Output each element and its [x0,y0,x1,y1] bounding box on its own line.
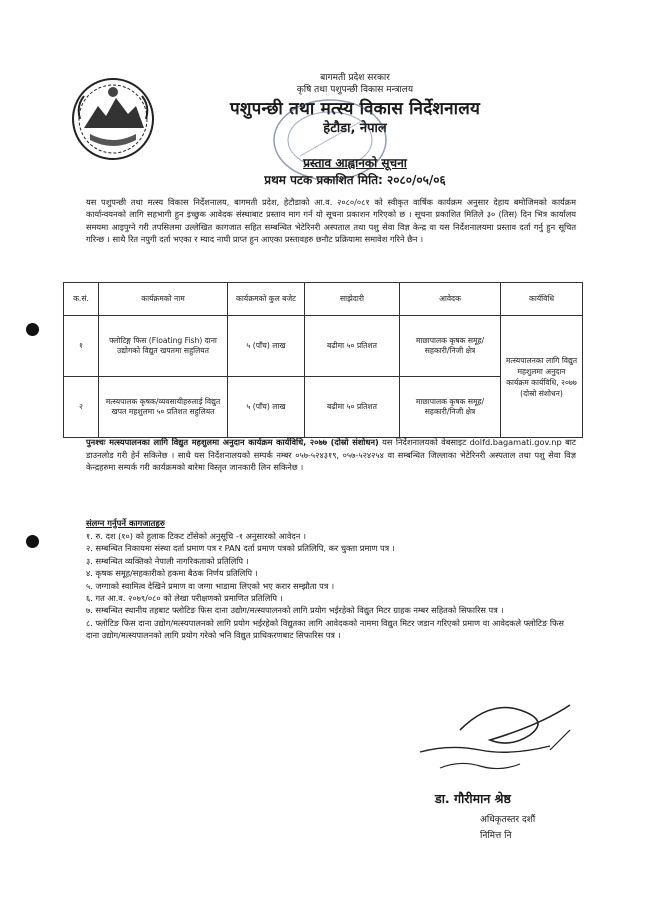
office-location: हेटौडा, नेपाल [323,121,387,136]
list-item: १. रु. दश (१०) को हुलाक टिकट टाँसेको अनुसूचि -१ अनुसारको आवेदन । [86,531,306,541]
col-applicant: आवेदक [400,283,501,316]
addendum-text: यस निर्देशनालयको वेबसाइट dolfd.bagamati.gov.np बाट डाउनलोड गरी हेर्न सकिनेछ । साथै यस निर्देशनालयको सम्पर्क नम्बर ०५७-५२४३१९, ०५७-५२४२५४ वा सम्बन्धित जिल्लाका भेटेरिनरी अस्पताल तथा पशु सेवा विज्ञ केन्द्रहरुमा सम्पर्क गरी कार्यक्रमको बारेमा विस्तृत जानकारी लिन सकिनेछ । [86,437,576,473]
list-item: ४. कृषक समूह/सहकारीको हकमा बैठक निर्णय प्रतिलिपि । [86,568,258,579]
list-item: २. सम्बन्धित निकायमा संस्था दर्ता प्रमाण पत्र र PAN दर्ता प्रमाण पत्रको प्रतिलिपि, कर चुक्ता प्रमाण पत्र । [86,543,395,554]
col-share: साझेदारी [305,283,400,316]
cell-budget: ५ (पाँच) लाख [228,377,305,438]
punch-hole-mark [26,323,39,336]
col-program-name: कार्यक्रमको नाम [99,283,228,316]
col-budget: कार्यक्रमको कुल बजेट [228,283,305,316]
signatory-title: अधिकृतस्तर दशौं [480,815,536,825]
ministry-name: कृषि तथा पशुपन्छी विकास मन्त्रालय [296,85,414,95]
cell-program-name: मत्स्यपालक कृषक/व्यवसायीहरुलाई विद्युत खपत महशुलमा ५० प्रतिशत सहुलियत [99,377,228,438]
addendum-paragraph [86,436,576,474]
cell-applicant: माछापालक कृषक समूह/सहकारी/निजी क्षेत्र [400,377,501,438]
signatory-subtitle: निमित्त नि [480,831,512,841]
province-government: बागमती प्रदेश सरकार [320,73,390,83]
col-serial: क.सं. [64,283,99,316]
table-header-row [64,283,583,316]
cell-share: बढीमा ५० प्रतिशत [305,377,400,438]
list-item: ७. सम्बन्धित स्थानीय तहबाट फ्लोटिङ फिस दाना उद्योग/मत्स्यपालनको लागि प्रयोग भईरहेको विद्युत मिटर ग्राहक नम्बर सहितको सिफारिस पत्र । [86,605,504,616]
notice-title: प्रस्ताव आह्वानको सूचना [303,156,407,170]
list-item: ६. गत आ.व. २०७९/०८० को लेखा परीक्षणको प्रमाणित प्रतिलिपि । [86,593,283,604]
list-item: ८. फ्लोटिङ फिस दाना उद्योग/मत्स्यपालनको लागि प्रयोग भईरहेको विद्युतका लागि आवेदकको नाममा विद्युत मिटर जडान गरिएको प्रमाण वा आवेदकले फ्लोटिङ फिस दाना उद्योग/मत्स्यपालनको लागि प्रयोग गरेको भनि विद्युत प्राधिकरणबाट सिफारिस पत्र । [86,617,564,641]
list-item: ३. सम्बन्धित व्यक्तिको नेपाली नागरिकताको प्रतिलिपि । [86,555,249,566]
list-item: ५. जग्गाको स्वामित्व देखिने प्रमाण वा जग्गा भाडामा लिएको भए करार सम्झौता पत्र । [86,580,335,591]
attachments-list [86,530,576,642]
cell-procedure: मत्स्यपालनका लागि विद्युत महशुलमा अनुदान कार्यक्रम कार्यविधि, २०७७ (दोस्रो संशोधन) [501,316,583,438]
signatory-name: डा. गौरीमान श्रेष्ठ [435,791,511,806]
nepal-emblem-icon [70,76,156,162]
col-procedure: कार्यविधि [501,283,583,316]
cell-serial: २ [64,377,99,438]
handwritten-signature [400,690,580,780]
attachments-title: संलग्न गर्नुपर्ने कागजातहरु [86,518,165,528]
table-row [64,316,583,377]
publication-date: प्रथम पटक प्रकाशित मिति: २०८०/०५/०६ [264,173,446,187]
program-table [63,282,583,438]
cell-program-name: फ्लोटिङ्ग फिस (Floating Fish) दाना उद्योगको विद्युत खपतमा सहुलियत [99,316,228,377]
cell-share: बढीमा ५० प्रतिशत [305,316,400,377]
punch-hole-mark [26,535,39,548]
cell-applicant: माछापालक कृषक समूह/सहकारी/निजी क्षेत्र [400,316,501,377]
addendum-lead: पुनश्चः मत्स्यपालनका लागि विद्युत महशुलमा अनुदान कार्यक्रम कार्यविधि, २०७७ (दोस्रो संशोधन) [86,437,379,447]
directorate-name: पशुपन्छी तथा मत्स्य विकास निर्देशनालय [229,99,481,119]
cell-serial: १ [64,316,99,377]
intro-paragraph: यस पशुपन्छी तथा मत्स्य विकास निर्देशनालय, बागमती प्रदेश, हेटौडाको आ.व. २०८०/०८१ को स्वीकृत वार्षिक कार्यक्रम अनुसार देहाय बमोजिमको कार्यक्रम कार्यान्वयनको लागि सहभागी हुन इच्छुक आवेदक संस्थाबाट प्रस्ताव माग गर्न यो सूचना प्रकाशन गरिएको छ । सूचना प्रकाशित मितिले ३० (तिस) दिन भित्र कार्यालय समयमा आइपुग्ने गरी तपसिलमा उल्लेखित कागजात सहित सम्बन्धित भेटेरिनरी अस्पताल तथा पशु सेवा विज्ञ केन्द्र वा यस निर्देशनालयमा प्रस्ताव दर्ता गर्नु हुन सूचित गरिन्छ । साथै रित नपुगी दर्ता भएका र म्याद नाघी प्राप्त हुन आएका प्रस्तावहरु छनौट प्रक्रियामा समावेश गरिने छैन । [86,197,576,245]
cell-budget: ५ (पाँच) लाख [228,316,305,377]
